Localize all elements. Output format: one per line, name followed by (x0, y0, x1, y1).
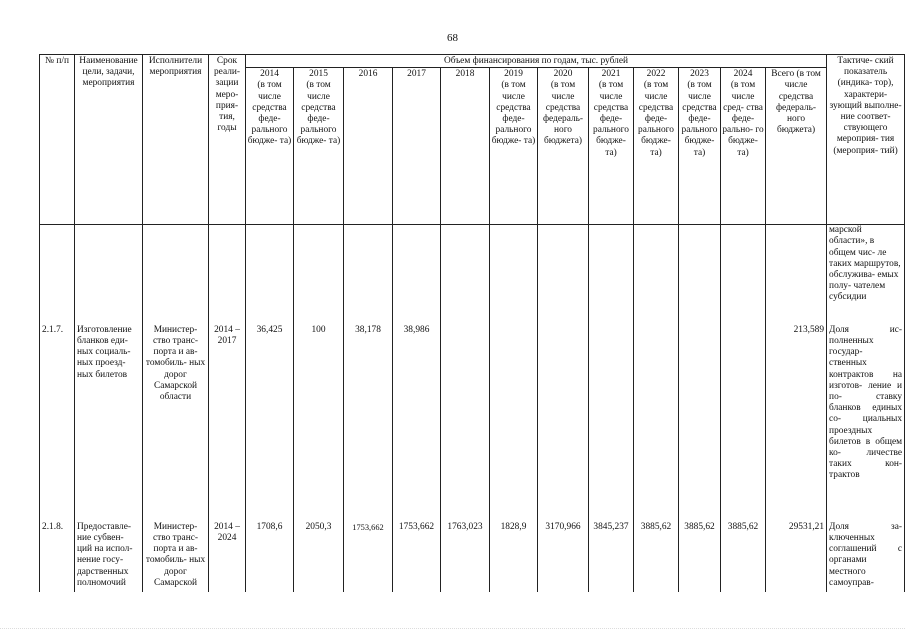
header-year-2015: 2015 (в том числе средства феде- рального бюдже- та) (294, 68, 344, 225)
header-year-2017: 2017 (393, 68, 441, 225)
row-value-2016: 1753,662 (344, 522, 393, 592)
header-num: № п/п (40, 55, 75, 225)
header-year-2024: 2024 (в том числе сред- ства феде- рально- го бюдже- та) (721, 68, 766, 225)
row-value-2022 (634, 325, 679, 522)
table-row (40, 522, 905, 592)
row-value-2020: 3170,966 (538, 522, 589, 592)
header-year-2016: 2016 (344, 68, 393, 225)
row-value-2023 (679, 325, 721, 522)
row-value-2017: 1753,662 (393, 522, 441, 592)
row-value-2017: 38,986 (393, 325, 441, 522)
continuation-row (40, 225, 905, 325)
row-num: 2.1.8. (40, 522, 75, 592)
row-value-2022: 3885,62 (634, 522, 679, 592)
row-term: 2014 – 2024 (209, 522, 246, 592)
row-num: 2.1.7. (40, 325, 75, 522)
scan-artifact (0, 628, 905, 637)
row-value-2014: 36,425 (246, 325, 294, 522)
row-executor: Министер- ство транс- порта и ав- томобиль- ных дорог Самарской (143, 522, 209, 592)
header-year-2020: 2020 (в том числе средства федераль- ного бюджета) (538, 68, 589, 225)
header-year-2014: 2014 (в том числе средства феде- рального бюдже- та) (246, 68, 294, 225)
row-name: Предоставле- ние субвен- ций на испол- нение госу- дарственных полномочий (75, 522, 143, 592)
row-value-2015: 100 (294, 325, 344, 522)
row-value-2018: 1763,023 (441, 522, 490, 592)
header-year-2022: 2022 (в том числе средства феде- рального бюдже- та) (634, 68, 679, 225)
row-value-2016: 38,178 (344, 325, 393, 522)
header-year-2023: 2023 (в том числе средства феде- рального бюдже- та) (679, 68, 721, 225)
header-funding-group: Объем финансирования по годам, тыс. рублей (246, 55, 827, 68)
row-total: 29531,21 (766, 522, 827, 592)
table-row (40, 325, 905, 522)
row-value-2014: 1708,6 (246, 522, 294, 592)
row-value-2019 (490, 325, 538, 522)
row-value-2015: 2050,3 (294, 522, 344, 592)
row-value-2024 (721, 325, 766, 522)
row-value-2018 (441, 325, 490, 522)
financing-table (39, 54, 905, 592)
row-name: Изготовление бланков еди- ных социаль- ных проезд- ных билетов (75, 325, 143, 522)
header-total: Всего (в том числе средства федераль- ного бюджета) (766, 68, 827, 225)
row-value-2019: 1828,9 (490, 522, 538, 592)
page-number: 68 (447, 32, 458, 44)
row-indicator: Доля за- ключенных соглашений с органами местного самоуправ- (827, 522, 905, 592)
continuation-indicator-text: марской области», в общем чис- ле таких маршрутов, обслужива- емых полу- чателем субсидии (827, 225, 905, 325)
header-year-2019: 2019 (в том числе средства феде- рального бюдже- та) (490, 68, 538, 225)
row-value-2024: 3885,62 (721, 522, 766, 592)
header-name: Наименование цели, задачи, мероприятия (75, 55, 143, 225)
header-indicator: Тактиче- ский показатель (индика- тор), характери- зующий выполне- ние соответ- ствующего мероприя- тия (мероприя- тий) (827, 55, 905, 225)
row-executor: Министер- ство транс- порта и ав- томобиль- ных дорог Самарской области (143, 325, 209, 522)
row-total: 213,589 (766, 325, 827, 522)
row-value-2021 (589, 325, 634, 522)
row-indicator: Доля ис- полненных государ- ственных контрактов на изготов- ление и по- ставку бланков единых со- циальных проездных билетов в общем ко- личестве таких кон- трактов (827, 325, 905, 522)
header-executors: Исполнители мероприятия (143, 55, 209, 225)
row-value-2021: 3845,237 (589, 522, 634, 592)
row-value-2020 (538, 325, 589, 522)
header-year-2018: 2018 (441, 68, 490, 225)
header-term: Срок реали- зации меро- прия- тия, годы (209, 55, 246, 225)
header-year-2021: 2021 (в том числе средства феде- рального бюдже- та) (589, 68, 634, 225)
row-value-2023: 3885,62 (679, 522, 721, 592)
row-term: 2014 – 2017 (209, 325, 246, 522)
